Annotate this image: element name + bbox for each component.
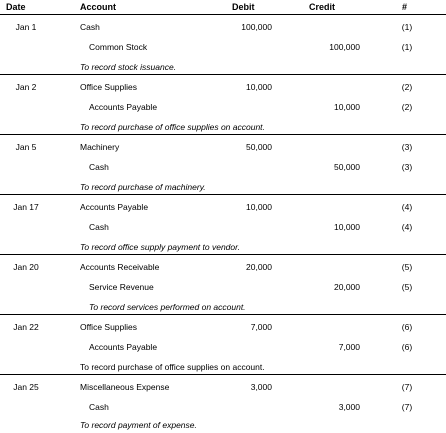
transaction-number: (5) <box>401 262 413 272</box>
entry-divider <box>0 374 446 375</box>
debit-account: Office Supplies <box>80 322 138 332</box>
header-date: Date <box>6 2 26 12</box>
entry-divider <box>0 254 446 255</box>
credit-account: Cash <box>89 222 109 232</box>
entry-memo: To record purchase of machinery. <box>80 182 206 192</box>
entry-date: Jan 25 <box>13 382 39 392</box>
transaction-number: (2) <box>401 82 413 92</box>
transaction-number: (2) <box>401 102 413 112</box>
transaction-number: (4) <box>401 222 413 232</box>
entry-date: Jan 1 <box>15 22 37 32</box>
transaction-number: (6) <box>401 342 413 352</box>
credit-amount: 20,000 <box>334 282 360 292</box>
entry-divider <box>0 74 446 75</box>
credit-account: Cash <box>89 402 109 412</box>
debit-account: Cash <box>80 22 100 32</box>
transaction-number: (1) <box>401 42 413 52</box>
transaction-number: (3) <box>401 142 413 152</box>
debit-amount: 20,000 <box>246 262 272 272</box>
entry-memo: To record payment of expense. <box>80 420 197 430</box>
header-number: # <box>402 2 408 12</box>
header-credit: Credit <box>309 2 336 12</box>
credit-account: Accounts Payable <box>89 102 158 112</box>
debit-amount: 100,000 <box>241 22 272 32</box>
credit-account: Common Stock <box>89 42 148 52</box>
entry-date: Jan 20 <box>13 262 39 272</box>
transaction-number: (4) <box>401 202 413 212</box>
debit-account: Accounts Payable <box>80 202 149 212</box>
entry-memo: To record purchase of office supplies on account. <box>80 362 265 372</box>
entry-memo: To record purchase of office supplies on account. <box>80 122 265 132</box>
entry-divider <box>0 314 446 315</box>
transaction-number: (5) <box>401 282 413 292</box>
entry-memo: To record office supply payment to vendor. <box>80 242 241 252</box>
credit-amount: 10,000 <box>334 102 360 112</box>
debit-account: Machinery <box>80 142 120 152</box>
debit-account: Accounts Receivable <box>80 262 160 272</box>
debit-amount: 10,000 <box>246 202 272 212</box>
entry-divider <box>0 134 446 135</box>
transaction-number: (1) <box>401 22 413 32</box>
debit-account: Miscellaneous Expense <box>80 382 170 392</box>
entry-date: Jan 22 <box>13 322 39 332</box>
debit-amount: 50,000 <box>246 142 272 152</box>
entry-date: Jan 2 <box>15 82 37 92</box>
credit-amount: 100,000 <box>329 42 360 52</box>
debit-amount: 7,000 <box>250 322 272 332</box>
entry-divider <box>0 194 446 195</box>
debit-amount: 10,000 <box>246 82 272 92</box>
entry-date: Jan 17 <box>13 202 39 212</box>
entry-memo: To record services performed on account. <box>89 302 246 312</box>
credit-account: Service Revenue <box>89 282 154 292</box>
header-debit: Debit <box>232 2 255 12</box>
header-account: Account <box>80 2 116 12</box>
credit-amount: 7,000 <box>338 342 360 352</box>
transaction-number: (7) <box>401 382 413 392</box>
transaction-number: (6) <box>401 322 413 332</box>
debit-amount: 3,000 <box>250 382 272 392</box>
entry-memo: To record stock issuance. <box>80 62 177 72</box>
credit-amount: 10,000 <box>334 222 360 232</box>
credit-account: Cash <box>89 162 109 172</box>
transaction-number: (3) <box>401 162 413 172</box>
header-rule <box>0 14 446 15</box>
credit-amount: 3,000 <box>338 402 360 412</box>
credit-account: Accounts Payable <box>89 342 158 352</box>
transaction-number: (7) <box>401 402 413 412</box>
debit-account: Office Supplies <box>80 82 138 92</box>
credit-amount: 50,000 <box>334 162 360 172</box>
entry-date: Jan 5 <box>15 142 37 152</box>
